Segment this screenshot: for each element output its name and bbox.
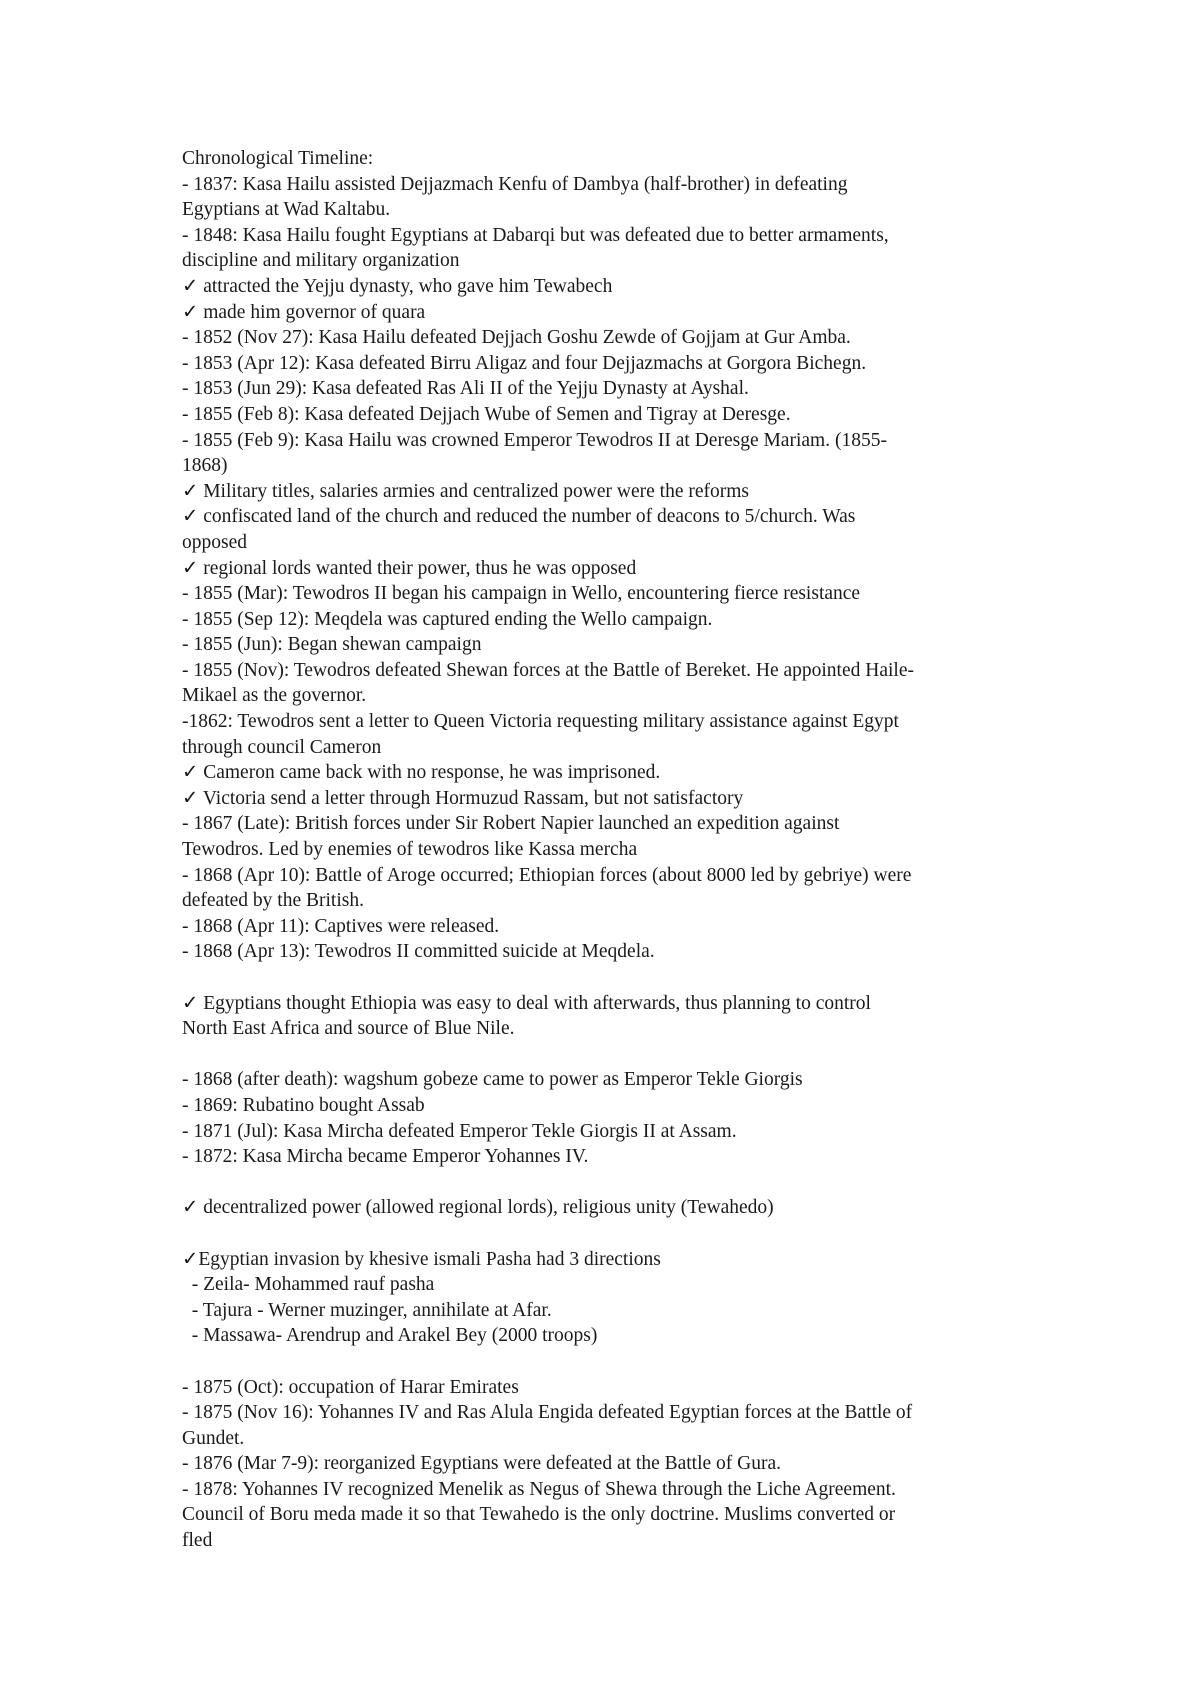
timeline-line: Egyptians at Wad Kaltabu.	[182, 199, 391, 221]
timeline-line: ✓ Victoria send a letter through Hormuzud Rassam, but not satisfactory	[182, 787, 744, 809]
timeline-line: - 1869: Rubatino bought Assab	[182, 1094, 425, 1116]
timeline-line: ✓ Egyptians thought Ethiopia was easy to deal with afterwards, thus planning to control	[182, 992, 871, 1014]
timeline-line: Mikael as the governor.	[182, 685, 367, 707]
timeline-line: defeated by the British.	[182, 890, 364, 912]
timeline-line: - 1853 (Jun 29): Kasa defeated Ras Ali II of the Yejju Dynasty at Ayshal.	[182, 378, 749, 400]
timeline-line: - 1855 (Feb 9): Kasa Hailu was crowned Emperor Tewodros II at Deresge Mariam. (1855-	[182, 429, 887, 451]
timeline-line: ✓ Military titles, salaries armies and centralized power were the reforms	[182, 480, 749, 502]
timeline-line: - 1868 (Apr 10): Battle of Aroge occurred; Ethiopian forces (about 8000 led by gebriye) were	[182, 864, 912, 886]
timeline-line: - 1878: Yohannes IV recognized Menelik as Negus of Shewa through the Liche Agreement.	[182, 1478, 896, 1500]
timeline-line: - Zeila- Mohammed rauf pasha	[182, 1274, 435, 1296]
blank-line	[182, 1349, 1032, 1375]
timeline-line: - 1855 (Nov): Tewodros defeated Shewan forces at the Battle of Bereket. He appointed Haile-	[182, 659, 914, 681]
timeline-line: - 1848: Kasa Hailu fought Egyptians at Dabarqi but was defeated due to better armaments,	[182, 224, 889, 246]
timeline-line: - 1868 (after death): wagshum gobeze came to power as Emperor Tekle Giorgis	[182, 1069, 803, 1091]
document-title: Chronological Timeline:	[182, 148, 374, 169]
timeline-line: Council of Boru meda made it so that Tewahedo is the only doctrine. Muslims converted or	[182, 1504, 896, 1526]
timeline-line: - 1868 (Apr 13): Tewodros II committed suicide at Meqdela.	[182, 941, 655, 963]
timeline-line: - 1855 (Feb 8): Kasa defeated Dejjach Wube of Semen and Tigray at Deresge.	[182, 403, 791, 425]
timeline-line: - 1855 (Jun): Began shewan campaign	[182, 634, 482, 656]
timeline-line: - Tajura - Werner muzinger, annihilate at Afar.	[182, 1299, 552, 1321]
timeline-line: - 1872: Kasa Mircha became Emperor Yohannes IV.	[182, 1146, 589, 1168]
timeline-line: - 1875 (Nov 16): Yohannes IV and Ras Alula Engida defeated Egyptian forces at the Battle of	[182, 1402, 913, 1424]
timeline-line: discipline and military organization	[182, 250, 460, 272]
timeline-line: ✓ made him governor of quara	[182, 301, 426, 323]
timeline-line: - 1853 (Apr 12): Kasa defeated Birru Aligaz and four Dejjazmachs at Gorgora Bichegn.	[182, 352, 867, 374]
timeline-line: - 1871 (Jul): Kasa Mircha defeated Emperor Tekle Giorgis II at Assam.	[182, 1120, 737, 1142]
blank-line	[182, 1221, 1032, 1247]
timeline-line: - 1876 (Mar 7-9): reorganized Egyptians were defeated at the Battle of Gura.	[182, 1453, 782, 1475]
blank-line	[182, 1170, 1032, 1196]
timeline-line: - 1852 (Nov 27): Kasa Hailu defeated Dejjach Goshu Zewde of Gojjam at Gur Amba.	[182, 327, 851, 349]
timeline-line: ✓ Cameron came back with no response, he was imprisoned.	[182, 762, 661, 784]
timeline-line: ✓ attracted the Yejju dynasty, who gave him Tewabech	[182, 275, 613, 297]
timeline-line: Gundet.	[182, 1427, 245, 1449]
blank-line	[182, 965, 1032, 991]
timeline-line: through council Cameron	[182, 736, 382, 758]
timeline-line: opposed	[182, 531, 247, 553]
timeline-line: -1862: Tewodros sent a letter to Queen Victoria requesting military assistance against Egypt	[182, 711, 899, 733]
timeline-lines	[182, 172, 1032, 1554]
timeline-line: 1868)	[182, 455, 228, 477]
timeline-line: ✓ confiscated land of the church and reduced the number of deacons to 5/church. Was	[182, 506, 856, 528]
document-body	[182, 146, 1032, 1554]
timeline-line: ✓Egyptian invasion by khesive ismali Pasha had 3 directions	[182, 1248, 661, 1270]
timeline-line: - 1855 (Mar): Tewodros II began his campaign in Wello, encountering fierce resistance	[182, 583, 861, 605]
timeline-line: - 1875 (Oct): occupation of Harar Emirates	[182, 1376, 519, 1398]
timeline-line: ✓ decentralized power (allowed regional lords), religious unity (Tewahedo)	[182, 1197, 774, 1219]
blank-line	[182, 1042, 1032, 1068]
timeline-line: - 1867 (Late): British forces under Sir Robert Napier launched an expedition against	[182, 813, 840, 835]
timeline-line: - 1837: Kasa Hailu assisted Dejjazmach Kenfu of Dambya (half-brother) in defeating	[182, 173, 848, 195]
timeline-line: ✓ regional lords wanted their power, thus he was opposed	[182, 557, 637, 579]
timeline-line: - 1855 (Sep 12): Meqdela was captured ending the Wello campaign.	[182, 608, 713, 630]
timeline-line: fled	[182, 1530, 213, 1552]
timeline-line: Tewodros. Led by enemies of tewodros like Kassa mercha	[182, 839, 638, 861]
timeline-line: - 1868 (Apr 11): Captives were released.	[182, 915, 500, 937]
timeline-line: North East Africa and source of Blue Nile.	[182, 1018, 515, 1040]
timeline-line: - Massawa- Arendrup and Arakel Bey (2000 troops)	[182, 1325, 598, 1347]
